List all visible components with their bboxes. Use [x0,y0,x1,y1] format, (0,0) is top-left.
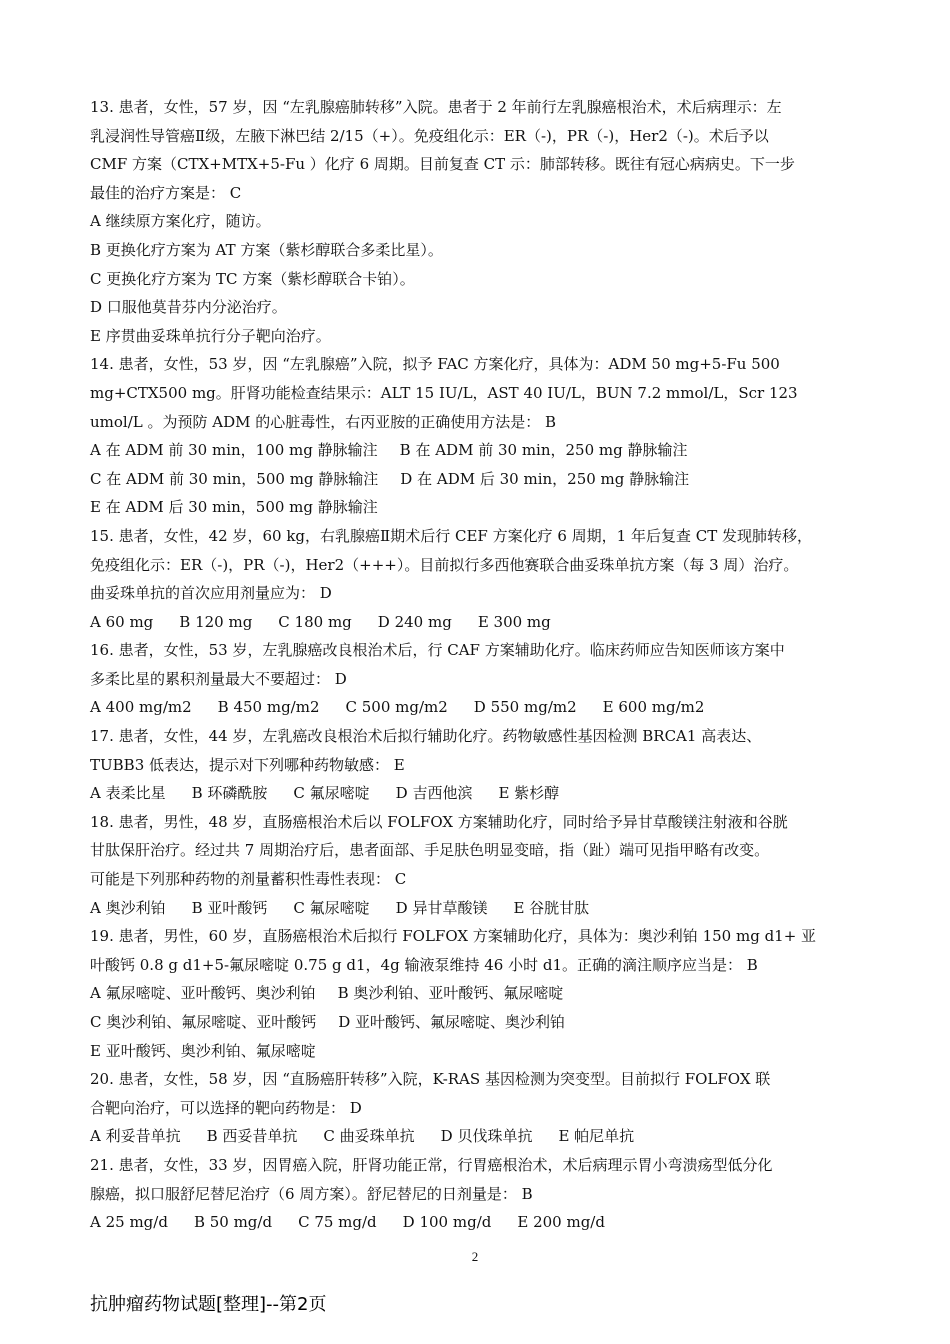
answer-option: C 奥沙利铂、氟尿嘧啶、亚叶酸钙 [90,1013,317,1031]
option-row [90,207,862,236]
option-row [90,1037,862,1066]
answer-option: C 曲妥珠单抗 [323,1127,415,1146]
answer-option: C 氟尿嘧啶 [293,898,370,917]
answer-option: D 异甘草酸镁 [395,898,488,917]
answer-option: B 亚叶酸钙 [191,898,268,917]
option-row [90,894,862,923]
answer-option: A 奥沙利铂 [90,898,166,917]
question-block [90,522,862,636]
option-row [90,436,862,465]
answer-option: B 50 mg/d [193,1213,273,1232]
question-text-line: 叶酸钙 0.8 g d1+5-氟尿嘧啶 0.75 g d1，4g 输液泵维持 46 小时 d1。正确的滴注顺序应当是： B [90,955,758,974]
answer-option: D 口服他莫昔芬内分泌治疗。 [90,298,287,317]
answer-option: E 在 ADM 后 30 min，500 mg 静脉输注 [90,498,378,517]
option-row [90,779,862,808]
answer-option: E 紫杉醇 [498,784,560,803]
question-text-line: 腺癌，拟口服舒尼替尼治疗（6 周方案）。舒尼替尼的日剂量是： B [90,1184,533,1203]
option-row [90,265,862,294]
answer-option: E 谷胱甘肽 [513,898,590,917]
page-number: 2 [471,1249,479,1264]
question-text-line: 18. 患者，男性，48 岁，直肠癌根治术后以 FOLFOX 方案辅助化疗，同时给予异甘草酸镁注射液和谷胱 [90,812,788,831]
answer-option: C 75 mg/d [298,1213,377,1232]
option-row [90,979,862,1008]
option-row [90,493,862,522]
answer-option: D 100 mg/d [402,1213,492,1232]
option-row [90,608,862,637]
answer-option: D 亚叶酸钙、氟尿嘧啶、奥沙利铂 [338,1013,566,1031]
question-text-line: 14. 患者，女性，53 岁，因 “左乳腺癌”入院，拟予 FAC 方案化疗，具体为：ADM 50 mg+5-Fu 500 [90,355,780,374]
footer-title: 抗肿瘤药物试题[整理]--第2页 [90,1294,327,1315]
question-block [90,636,862,722]
question-text-line: 最佳的治疗方案是： C [90,183,242,202]
question-text-line: 17. 患者，女性，44 岁，左乳癌改良根治术后拟行辅助化疗。药物敏感性基因检测 BRCA1 高表达、 [90,727,762,746]
question-block [90,1151,862,1237]
question-block [90,922,862,1065]
answer-option: E 帕尼单抗 [558,1127,635,1146]
answer-option: C 180 mg [278,612,352,631]
option-row [90,293,862,322]
question-text-line: 甘肽保肝治疗。经过共 7 周期治疗后，患者面部、手足肤色明显变暗，指（趾）端可见指甲略有改变。 [90,841,770,860]
question-text-line: mg+CTX500 mg。肝肾功能检查结果示：ALT 15 IU/L，AST 40 IU/L，BUN 7.2 mmol/L，Scr 123 [90,383,798,402]
answer-option: A 在 ADM 前 30 min，100 mg 静脉输注 [90,441,378,460]
answer-option: D 吉西他滨 [395,784,473,803]
answer-option: A 继续原方案化疗，随访。 [90,212,271,231]
question-text-line: 15. 患者，女性，42 岁，60 kg，右乳腺癌Ⅱ期术后行 CEF 方案化疗 6 周期，1 年后复查 CT 发现肺转移， [90,526,813,545]
question-text-line: 多柔比星的累积剂量最大不要超过： D [90,669,347,688]
answer-option: B 120 mg [179,612,253,631]
option-row [90,322,862,351]
answer-option: B 450 mg/m2 [217,698,320,717]
answer-option: B 奥沙利铂、亚叶酸钙、氟尿嘧啶 [337,984,564,1003]
answer-option: C 更换化疗方案为 TC 方案（紫杉醇联合卡铂）。 [90,269,415,288]
question-block [90,808,862,922]
answer-option: D 贝伐珠单抗 [440,1127,533,1146]
question-text-line: 乳浸润性导管癌Ⅱ级，左腋下淋巴结 2/15（+）。免疫组化示：ER（-)，PR（-)，Her2（-)。术后予以 [90,126,769,145]
answer-option: A 400 mg/m2 [90,698,192,717]
answer-option: A 利妥昔单抗 [90,1127,181,1146]
question-text-line: CMF 方案（CTX+MTX+5-Fu ）化疗 6 周期。目前复查 CT 示：肺部转移。既往有冠心病病史。下一步 [90,155,795,174]
answer-option: C 氟尿嘧啶 [293,784,370,803]
question-block [90,350,862,522]
option-row [90,693,862,722]
answer-option: A 60 mg [90,612,154,631]
answer-option: E 200 mg/d [517,1213,605,1232]
answer-option: A 表柔比星 [90,784,166,803]
question-text-line: 可能是下列那种药物的剂量蓄积性毒性表现： C [90,870,407,889]
answer-option: E 300 mg [477,612,551,631]
answer-option: E 亚叶酸钙、奥沙利铂、氟尿嘧啶 [90,1041,316,1060]
question-text-line: 曲妥珠单抗的首次应用剂量应为： D [90,584,332,603]
option-row [90,465,862,494]
question-text-line: umol/L 。为预防 ADM 的心脏毒性，右丙亚胺的正确使用方法是： B [90,412,557,431]
answer-option: C 500 mg/m2 [345,698,448,717]
answer-option: E 序贯曲妥珠单抗行分子靶向治疗。 [90,326,331,345]
answer-option: C 在 ADM 前 30 min，500 mg 静脉输注 [90,469,379,488]
question-text-line: 免疫组化示：ER（-)，PR（-)，Her2（+++）。目前拟行多西他赛联合曲妥珠单抗方案（每 3 周）治疗。 [90,555,799,574]
option-row [90,1122,862,1151]
option-row [90,1208,862,1237]
question-text-line: 13. 患者，女性，57 岁，因 “左乳腺癌肺转移”入院。患者于 2 年前行左乳腺癌根治术，术后病理示：左 [90,98,782,116]
answer-option: B 环磷酰胺 [191,784,268,803]
answer-option: D 550 mg/m2 [473,698,577,717]
question-block [90,93,862,350]
question-text-line: 19. 患者，男性，60 岁，直肠癌根治术后拟行 FOLFOX 方案辅助化疗，具体为：奥沙利铂 150 mg d1+ 亚 [90,927,817,946]
question-list [90,93,862,1237]
option-row [90,236,862,265]
question-block [90,722,862,808]
answer-option: D 240 mg [377,612,452,631]
answer-option: A 25 mg/d [90,1213,168,1232]
question-block [90,1065,862,1151]
question-text-line: 16. 患者，女性，53 岁，左乳腺癌改良根治术后，行 CAF 方案辅助化疗。临床药师应告知医师该方案中 [90,641,785,660]
question-text-line: 21. 患者，女性，33 岁，因胃癌入院，肝肾功能正常，行胃癌根治术，术后病理示胃小弯溃疡型低分化 [90,1155,773,1174]
answer-option: B 西妥昔单抗 [206,1127,298,1146]
answer-option: B 在 ADM 前 30 min，250 mg 静脉输注 [399,441,688,460]
question-text-line: 合靶向治疗，可以选择的靶向药物是： D [90,1098,362,1117]
answer-option: D 在 ADM 后 30 min，250 mg 静脉输注 [400,469,690,488]
question-text-line: 20. 患者，女性，58 岁，因 “直肠癌肝转移”入院，K-RAS 基因检测为突变型。目前拟行 FOLFOX 联 [90,1070,771,1089]
option-row [90,1008,862,1037]
answer-option: E 600 mg/m2 [602,698,705,717]
answer-option: B 更换化疗方案为 AT 方案（紫杉醇联合多柔比星）。 [90,240,443,259]
question-text-line: TUBB3 低表达，提示对下列哪种药物敏感： E [90,755,405,774]
answer-option: A 氟尿嘧啶、亚叶酸钙、奥沙利铂 [90,984,316,1003]
